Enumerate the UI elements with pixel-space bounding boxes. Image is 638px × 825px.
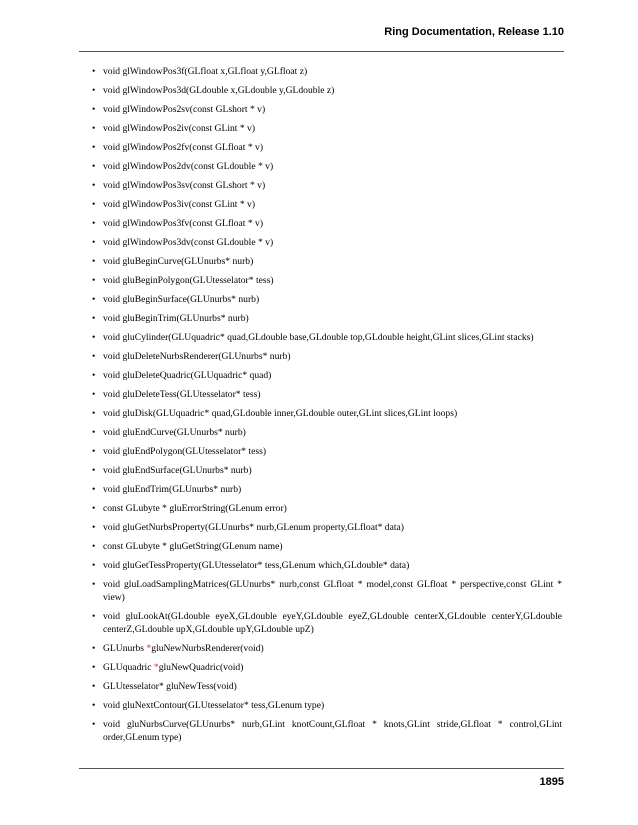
list-item-text: void glWindowPos3dv(const GLdouble * v) bbox=[103, 237, 274, 248]
list-item bbox=[92, 426, 562, 439]
list-item bbox=[92, 198, 562, 211]
list-item-text: void glWindowPos3sv(const GLshort * v) bbox=[103, 180, 266, 191]
list-item-text: void gluEndSurface(GLUnurbs* nurb) bbox=[103, 465, 252, 476]
list-item-text: void gluDeleteNurbsRenderer(GLUnurbs* nurb) bbox=[103, 351, 291, 362]
list-item-text: void gluEndCurve(GLUnurbs* nurb) bbox=[103, 427, 246, 438]
list-item-text: void glWindowPos2iv(const GLint * v) bbox=[103, 123, 256, 134]
list-item bbox=[92, 388, 562, 401]
list-item bbox=[92, 312, 562, 325]
list-item bbox=[92, 65, 562, 78]
list-item bbox=[92, 103, 562, 116]
bullet-icon: • bbox=[92, 541, 96, 552]
list-item-text: void gluLoadSamplingMatrices(GLUnurbs* nurb,const GLfloat * model,const GLfloat * perspective,const GLint * view) bbox=[103, 579, 562, 603]
list-item bbox=[92, 331, 562, 344]
list-item-text: GLUnurbs *gluNewNurbsRenderer(void) bbox=[103, 643, 264, 654]
list-item-text: void glWindowPos2sv(const GLshort * v) bbox=[103, 104, 266, 115]
list-item-text: void gluCylinder(GLUquadric* quad,GLdouble base,GLdouble top,GLdouble height,GLint slices,GLint stacks) bbox=[103, 332, 534, 343]
bullet-icon: • bbox=[92, 446, 96, 457]
bullet-icon: • bbox=[92, 611, 96, 622]
page-number: 1895 bbox=[539, 776, 564, 788]
list-item bbox=[92, 578, 562, 604]
list-item-text: void gluNurbsCurve(GLUnurbs* nurb,GLint knotCount,GLfloat * knots,GLint stride,GLfloat * control,GLint order,GLenum type) bbox=[103, 719, 562, 743]
bullet-icon: • bbox=[92, 579, 96, 590]
list-item-text: void gluBeginTrim(GLUnurbs* nurb) bbox=[103, 313, 249, 324]
highlighted-asterisk: * bbox=[146, 643, 152, 654]
list-item-text: void gluBeginCurve(GLUnurbs* nurb) bbox=[103, 256, 254, 267]
list-item-text: void glWindowPos3iv(const GLint * v) bbox=[103, 199, 256, 210]
bullet-icon: • bbox=[92, 503, 96, 514]
bullet-icon: • bbox=[92, 123, 96, 134]
bullet-icon: • bbox=[92, 237, 96, 248]
list-item bbox=[92, 699, 562, 712]
list-item-text: void glWindowPos3fv(const GLfloat * v) bbox=[103, 218, 264, 229]
list-item bbox=[92, 407, 562, 420]
function-list bbox=[92, 65, 562, 750]
list-item bbox=[92, 141, 562, 154]
list-item bbox=[92, 521, 562, 534]
list-item-text: const GLubyte * gluGetString(GLenum name) bbox=[103, 541, 283, 552]
list-item-text: void gluNextContour(GLUtesselator* tess,GLenum type) bbox=[103, 700, 325, 711]
highlighted-asterisk: * bbox=[153, 662, 159, 673]
list-item-text: void gluDisk(GLUquadric* quad,GLdouble inner,GLdouble outer,GLint slices,GLint loops) bbox=[103, 408, 458, 419]
list-item bbox=[92, 255, 562, 268]
bullet-icon: • bbox=[92, 161, 96, 172]
list-item bbox=[92, 642, 562, 655]
list-item bbox=[92, 236, 562, 249]
list-item-text: void glWindowPos2fv(const GLfloat * v) bbox=[103, 142, 264, 153]
list-item-text: void glWindowPos2dv(const GLdouble * v) bbox=[103, 161, 274, 172]
bullet-icon: • bbox=[92, 719, 96, 730]
list-item-text: void gluEndPolygon(GLUtesselator* tess) bbox=[103, 446, 267, 457]
list-item bbox=[92, 274, 562, 287]
footer-rule bbox=[79, 768, 564, 769]
bullet-icon: • bbox=[92, 522, 96, 533]
list-item-text: void gluEndTrim(GLUnurbs* nurb) bbox=[103, 484, 242, 495]
list-item-text: void glWindowPos3d(GLdouble x,GLdouble y,GLdouble z) bbox=[103, 85, 335, 96]
bullet-icon: • bbox=[92, 465, 96, 476]
list-item bbox=[92, 350, 562, 363]
list-item bbox=[92, 293, 562, 306]
list-item bbox=[92, 179, 562, 192]
list-item bbox=[92, 369, 562, 382]
list-item-text: GLUquadric *gluNewQuadric(void) bbox=[103, 662, 244, 673]
bullet-icon: • bbox=[92, 332, 96, 343]
list-item-text: void glWindowPos3f(GLfloat x,GLfloat y,GLfloat z) bbox=[103, 66, 308, 77]
list-item-text: GLUtesselator* gluNewTess(void) bbox=[103, 681, 237, 692]
list-item bbox=[92, 84, 562, 97]
list-item bbox=[92, 502, 562, 515]
list-item bbox=[92, 217, 562, 230]
page-header-title: Ring Documentation, Release 1.10 bbox=[384, 26, 564, 38]
list-item-text: void gluGetTessProperty(GLUtesselator* tess,GLenum which,GLdouble* data) bbox=[103, 560, 410, 571]
list-item bbox=[92, 559, 562, 572]
bullet-icon: • bbox=[92, 681, 96, 692]
list-item bbox=[92, 540, 562, 553]
list-item bbox=[92, 122, 562, 135]
bullet-icon: • bbox=[92, 408, 96, 419]
bullet-icon: • bbox=[92, 180, 96, 191]
bullet-icon: • bbox=[92, 389, 96, 400]
bullet-icon: • bbox=[92, 662, 96, 673]
list-item bbox=[92, 160, 562, 173]
bullet-icon: • bbox=[92, 370, 96, 381]
list-item-text: void gluBeginPolygon(GLUtesselator* tess) bbox=[103, 275, 274, 286]
list-item bbox=[92, 718, 562, 744]
bullet-icon: • bbox=[92, 643, 96, 654]
list-item-text: const GLubyte * gluErrorString(GLenum error) bbox=[103, 503, 287, 514]
list-item-text: void gluDeleteTess(GLUtesselator* tess) bbox=[103, 389, 261, 400]
list-item bbox=[92, 680, 562, 693]
bullet-icon: • bbox=[92, 142, 96, 153]
bullet-icon: • bbox=[92, 351, 96, 362]
bullet-icon: • bbox=[92, 104, 96, 115]
list-item-text: void gluBeginSurface(GLUnurbs* nurb) bbox=[103, 294, 260, 305]
header-rule bbox=[79, 51, 564, 52]
bullet-icon: • bbox=[92, 294, 96, 305]
list-item bbox=[92, 464, 562, 477]
bullet-icon: • bbox=[92, 427, 96, 438]
bullet-icon: • bbox=[92, 275, 96, 286]
bullet-icon: • bbox=[92, 199, 96, 210]
bullet-icon: • bbox=[92, 700, 96, 711]
bullet-icon: • bbox=[92, 256, 96, 267]
list-item bbox=[92, 445, 562, 458]
list-item-text: void gluDeleteQuadric(GLUquadric* quad) bbox=[103, 370, 272, 381]
bullet-icon: • bbox=[92, 85, 96, 96]
bullet-icon: • bbox=[92, 484, 96, 495]
bullet-icon: • bbox=[92, 66, 96, 77]
list-item bbox=[92, 661, 562, 674]
list-item-text: void gluLookAt(GLdouble eyeX,GLdouble eyeY,GLdouble eyeZ,GLdouble centerX,GLdouble centerY,GLdouble centerZ,GLdouble upX,GLdouble upY,GLdouble upZ) bbox=[103, 611, 562, 635]
bullet-icon: • bbox=[92, 560, 96, 571]
list-item-text: void gluGetNurbsProperty(GLUnurbs* nurb,GLenum property,GLfloat* data) bbox=[103, 522, 404, 533]
bullet-icon: • bbox=[92, 313, 96, 324]
list-item bbox=[92, 610, 562, 636]
bullet-icon: • bbox=[92, 218, 96, 229]
list-item bbox=[92, 483, 562, 496]
